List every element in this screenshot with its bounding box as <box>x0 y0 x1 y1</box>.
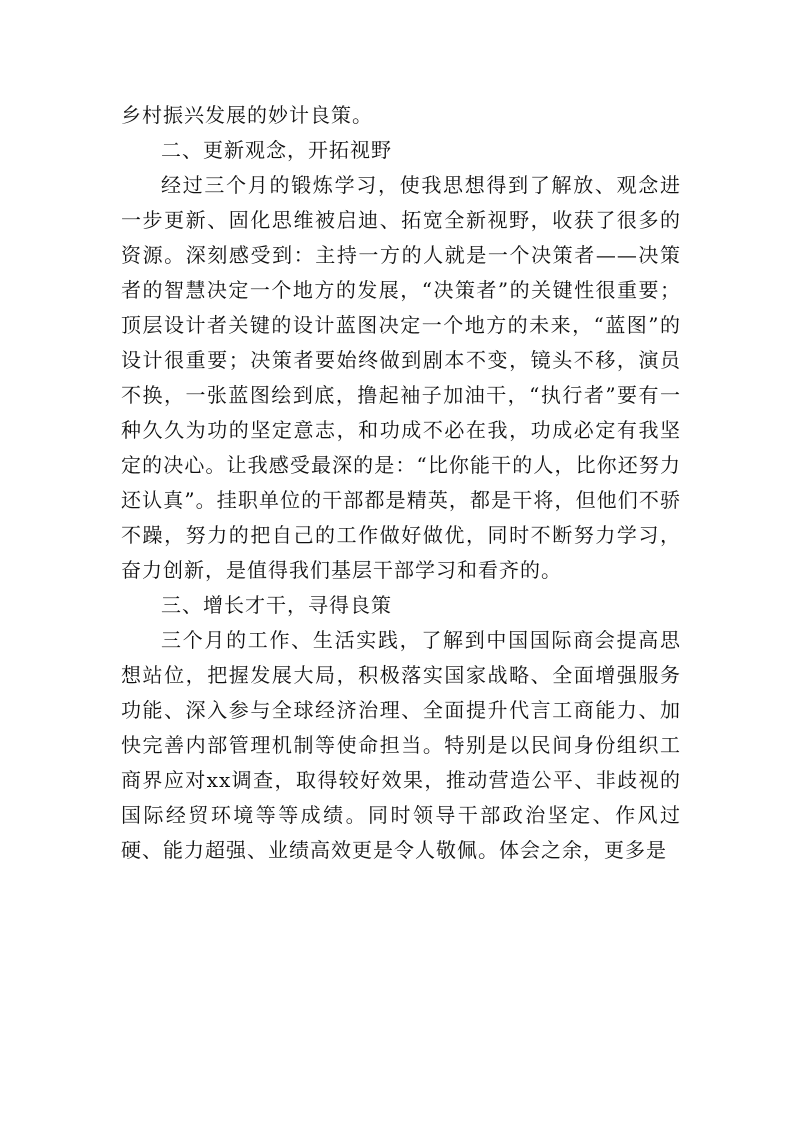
section-heading-3: 三、增长才干，寻得良策 <box>161 593 392 617</box>
document-body <box>121 98 681 868</box>
paragraph-section-3: 三个月的工作、生活实践，了解到中国国际商会提高思想站位，把握发展大局，积极落实国家战略、全面增强服务功能、深入参与全球经济治理、全面提升代言工商能力、加快完善内部管理机制等使命担当。特别是以民间身份组织工商界应对xx调查，取得较好效果，推动营造公平、非歧视的国际经贸环境等等成绩。同时领导干部政治坚定、作风过硬、能力超强、业绩高效更是令人敬佩。体会之余，更多是 <box>121 628 681 862</box>
section-heading-2: 二、更新观念，开拓视野 <box>161 138 392 162</box>
paragraph-continuation: 乡村振兴发展的妙计良策。 <box>121 103 373 127</box>
paragraph-section-2: 经过三个月的锻炼学习，使我思想得到了解放、观念进一步更新、固化思维被启迪、拓宽全新视野，收获了很多的资源。深刻感受到：主持一方的人就是一个决策者——决策者的智慧决定一个地方的发展，“决策者”的关键性很重要；顶层设计者关键的设计蓝图决定一个地方的未来，“蓝图”的设计很重要；决策者要始终做到剧本不变，镜头不移，演员不换，一张蓝图绘到底，撸起袖子加油干，“执行者”要有一种久久为功的坚定意志，和功成不必在我，功成必定有我坚定的决心。让我感受最深的是：“比你能干的人，比你还努力还认真”。挂职单位的干部都是精英，都是干将，但他们不骄不躁，努力的把自己的工作做好做优，同时不断努力学习，奋力创新，是值得我们基层干部学习和看齐的。 <box>121 173 681 582</box>
